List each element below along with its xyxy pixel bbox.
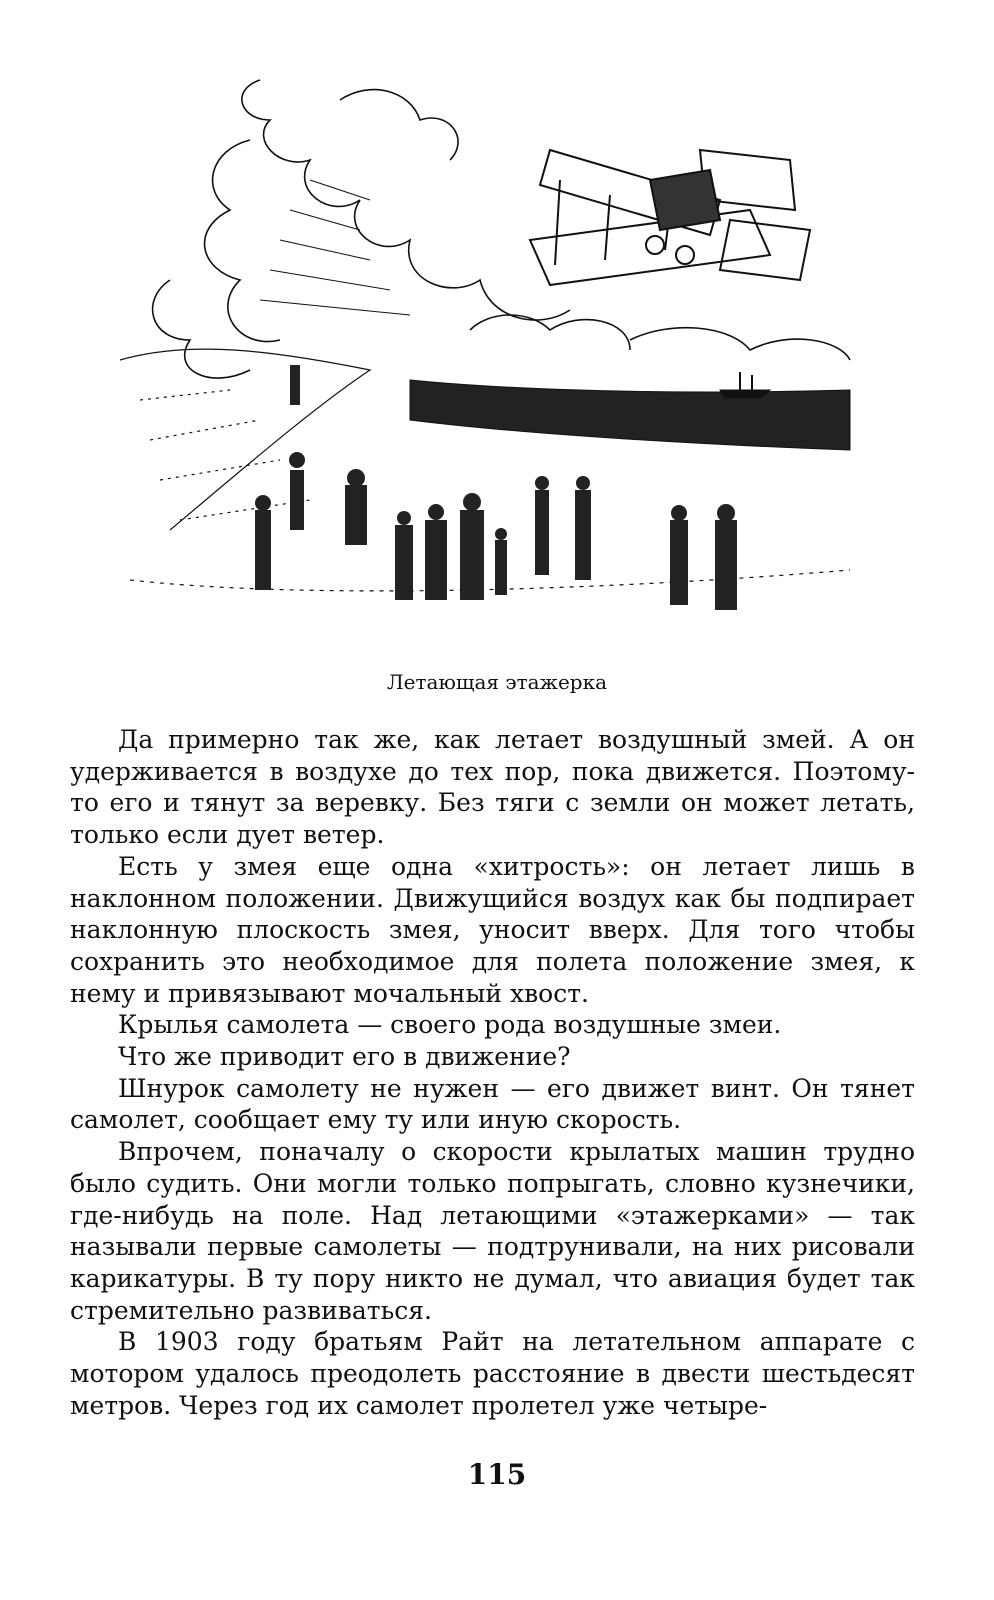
paragraph: Крылья самолета — своего рода воздушные змеи. [118, 1010, 782, 1040]
paragraph: Шнурок самолету не нужен — его движет винт. Он тянет самолет, сообщает ему ту или иную скорость. [70, 1073, 915, 1135]
body-text [70, 724, 915, 1421]
sea-and-ship [410, 372, 850, 450]
page-number: 115 [467, 1458, 527, 1491]
illustration-flying-biplane [110, 60, 880, 640]
paragraph: Есть у змея еще одна «хитрость»: он летает лишь в наклонном положении. Движущийся воздух как бы подпирает наклонную плоскость змея, уносит вверх. Для того чтобы сохранить это необходимое для полета положение змея, к нему и привязывают мочальный хвост. [70, 851, 915, 1008]
paragraph: Да примерно так же, как летает воздушный змей. А он удерживается в воздухе до тех пор, пока движется. Поэтому-то его и тянут за веревку. Без тяги с земли он может летать, только если дует ветер. [70, 725, 915, 850]
cloud-mass [153, 80, 850, 378]
paragraph: В 1903 году братьям Райт на летательном аппарате с мотором удалось преодолеть расстояние в двести шестьдесят метров. Через год их самолет пролетел уже четыре- [70, 1327, 915, 1420]
paragraph: Что же приводит его в движение? [118, 1042, 571, 1072]
figure-caption: Летающая этажерка [386, 670, 608, 694]
biplane [530, 150, 810, 285]
biplane-scene-drawing [110, 60, 880, 640]
paragraph: Впрочем, поначалу о скорости крылатых машин трудно было судить. Они могли только попрыгать, словно кузнечики, где-нибудь на поле. Над летающими «этажерками» — так называли первые самолеты — подтрунивали, на них рисовали карикатуры. В ту пору никто не думал, что авиация будет так стремительно развиваться. [70, 1137, 915, 1325]
